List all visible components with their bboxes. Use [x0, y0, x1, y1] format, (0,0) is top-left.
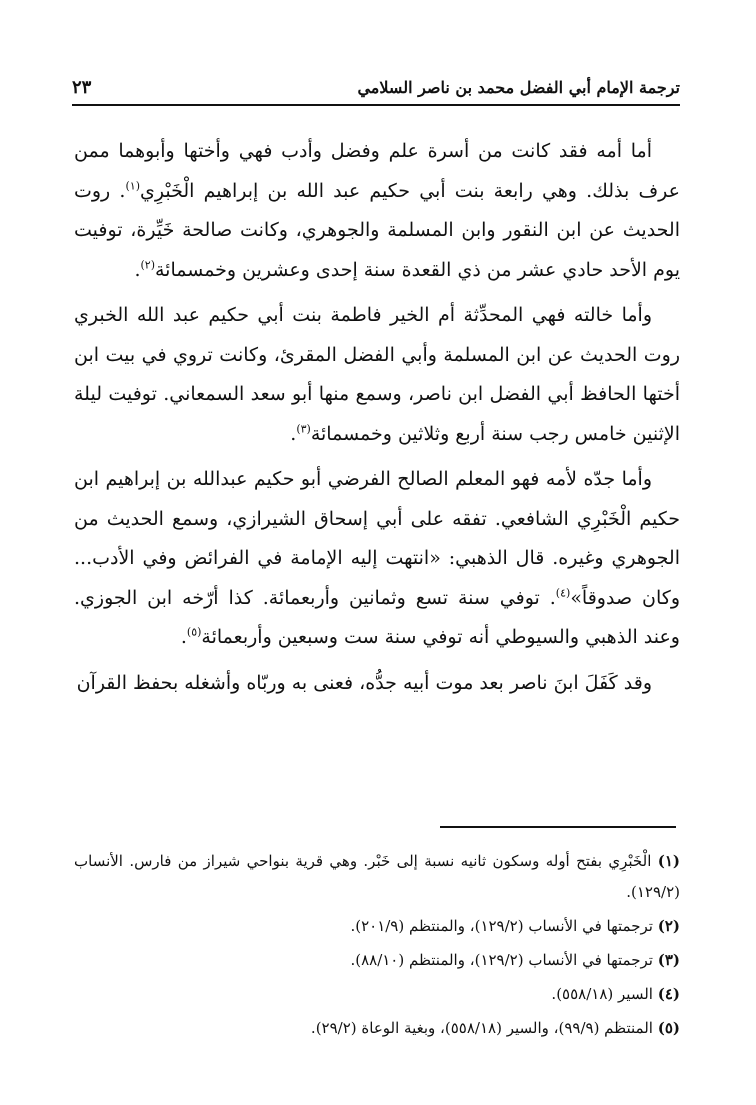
footnote-number: (٤) — [657, 985, 680, 1003]
footnote-item — [74, 1013, 680, 1044]
paragraph-mother — [74, 132, 680, 290]
footnote-ref: (١) — [125, 179, 140, 193]
footnote-number: (٢) — [657, 917, 680, 935]
paragraph-aunt — [74, 296, 680, 454]
footnote-number: (٣) — [657, 951, 680, 969]
running-header — [72, 70, 680, 104]
footnote-text: الْخَبْرِي بفتح أوله وسكون ثانيه نسبة إلى خَبْر. وهي قرية بنواحي شيراز من فارس. الأنساب (١٢٩/٢). — [74, 852, 680, 901]
paragraph-text: . توفي سنة تسع وثمانين وأربعمائة. كذا أرّخه ابن الجوزي. وعند الذهبي والسيوطي أنه توفي سنة ست وسبعين وأربعمائة — [74, 586, 680, 648]
header-title: ترجمة الإمام أبي الفضل محمد بن ناصر السلامي — [357, 77, 680, 97]
footnote-item — [74, 911, 680, 942]
footnote-number: (١) — [657, 852, 680, 870]
paragraph-end: . — [290, 422, 297, 445]
footnote-number: (٥) — [657, 1019, 680, 1037]
paragraph-end: . — [134, 258, 141, 281]
footnote-ref: (٢) — [140, 258, 155, 272]
header-divider — [72, 104, 680, 106]
paragraph-text: وأما خالته فهي المحدِّثة أم الخير فاطمة بنت أبي حكيم عبد الله الخبري روت الحديث عن ابن المسلمة وأبي الفضل المقرئ، وكانت تروي في بيت ابن أختها الحافظ أبي الفضل ابن ناصر، وسمع منها أبو سعد السمعاني. توفيت ليلة الإثنين خامس رجب سنة أربع وثلاثين وخمسمائة — [74, 304, 680, 445]
page-number: ٢٣ — [72, 76, 92, 98]
footnote-divider — [440, 826, 676, 828]
footnotes — [74, 846, 680, 1047]
paragraph-text: وقد كَفَلَ ابنَ ناصر بعد موت أبيه جدُّه، فعنى به وربّاه وأشغله بحفظ القرآن — [76, 671, 652, 694]
footnote-item — [74, 979, 680, 1010]
footnote-item — [74, 846, 680, 908]
paragraph-end: . — [180, 626, 187, 648]
footnote-text: ترجمتها في الأنساب (١٢٩/٢)، والمنتظم (٢٠١/٩). — [350, 917, 653, 935]
paragraph-upbringing — [74, 664, 680, 704]
footnote-text: المنتظم (٩٩/٩)، والسير (٥٥٨/١٨)، وبغية الوعاة (٢٩/٢). — [310, 1019, 653, 1037]
paragraph-text: أما أمه فقد كانت من أسرة علم وفضل وأدب فهي وأختها وأبوهما ممن عرف بذلك. وهي رابعة بنت أبي حكيم عبد الله بن إبراهيم الْخَبْرِي — [74, 140, 680, 202]
paragraph-text: وأما جدّه لأمه فهو المعلم الصالح الفرضي أبو حكيم عبدالله بن إبراهيم ابن حكيم الْخَبْرِي الشافعي. تفقه على أبي إسحاق الشيرازي، وسمع الحديث من الجوهري وغيره. قال الذهبي: «انتهت إليه الإمامة في الفرائض وفي الأدب... وكان صدوقاً» — [74, 468, 680, 609]
main-text — [74, 132, 680, 709]
footnote-text: ترجمتها في الأنساب (١٢٩/٢)، والمنتظم (٨٨/١٠). — [350, 951, 653, 969]
footnote-item — [74, 945, 680, 976]
paragraph-grandfather — [74, 460, 680, 658]
paragraph-text: . روت الحديث عن ابن النقور وابن المسلمة والجوهري، وكانت صالحة خَيِّرة، توفيت يوم الأحد حادي عشر من ذي القعدة سنة إحدى وعشرين وخمسمائة — [74, 179, 680, 281]
footnote-ref: (٤) — [555, 586, 571, 600]
footnote-text: السير (٥٥٨/١٨). — [551, 985, 653, 1003]
footnote-ref: (٥) — [186, 625, 202, 639]
footnote-ref: (٣) — [296, 422, 311, 436]
